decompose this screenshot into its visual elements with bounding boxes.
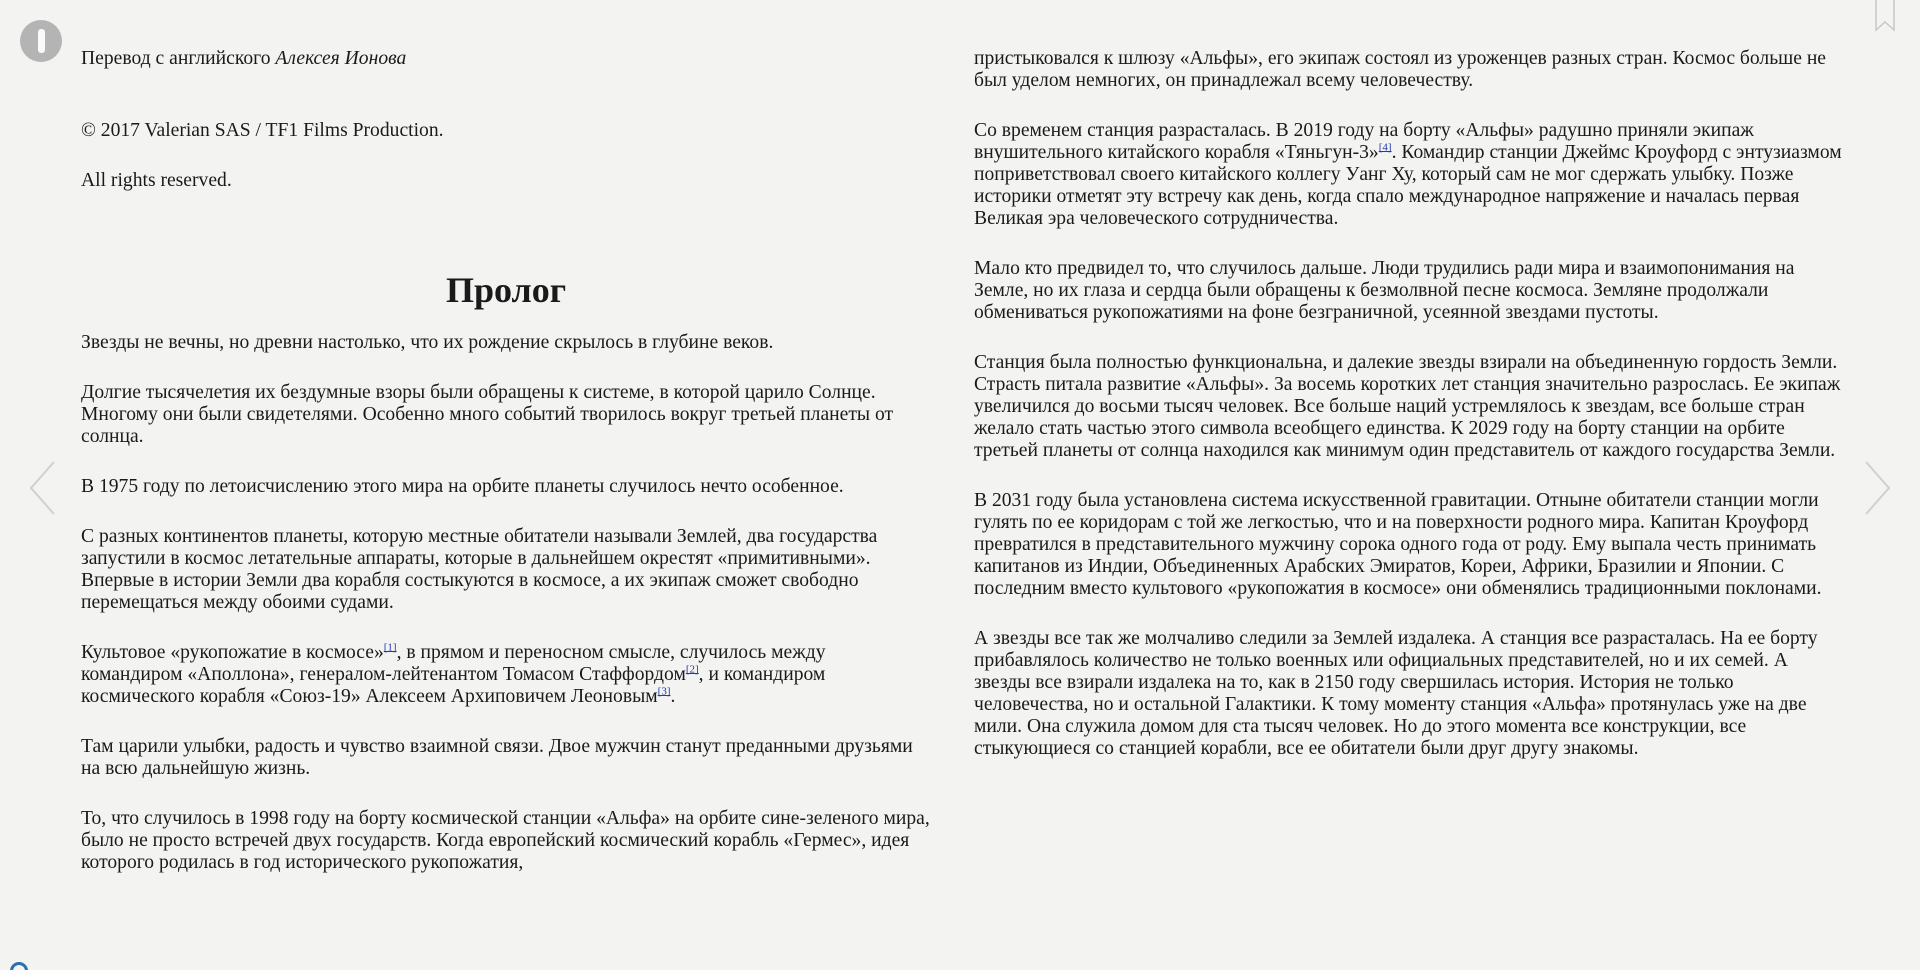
menu-circle-icon[interactable] [20, 20, 62, 62]
bookmark-icon[interactable] [1874, 0, 1896, 32]
status-indicator-icon [10, 962, 28, 970]
footnote-link-4[interactable]: [4] [1378, 141, 1392, 154]
paragraph-text: , и командиром космического корабля «Союз-19» Алексеем Архиповичем Леоновым [81, 664, 826, 707]
paragraph: В 1975 году по летоисчислению этого мира на орбите планеты случилось нечто особенное. [81, 476, 844, 497]
footnote-link-2[interactable]: [2] [685, 663, 699, 676]
paragraph-text: . [670, 686, 676, 707]
footnote-link-1[interactable]: [1] [383, 641, 397, 654]
paragraph [81, 642, 931, 708]
chevron-right-icon[interactable] [1862, 460, 1892, 516]
paragraph: В 2031 году была установлена система искусственной гравитации. Отныне обитатели станции могли гулять по ее коридорам с той же легкостью, что и на поверхности родного мира. Капитан Кроуфорд превратился в представительного мужчину сорока одного года от роду. Ему выпала честь принимать капитанов из Индии, Объединенных Арабских Эмиратов, Кореи, Африки, Бразилии и Японии. С последним вместо культового «рукопожатия в космосе» они обменялись традиционными поклонами. [974, 490, 1822, 599]
rights-line: All rights reserved. [81, 170, 232, 191]
copyright-line: © 2017 Valerian SAS / TF1 Films Production. [81, 120, 444, 141]
paragraph: А звезды все так же молчаливо следили за Землей издалека. А станция все разрасталась. На ее борту прибавлялось количество не только военных или официальных представителей, но и их семей. А звезды все взирали издалека на то, как в 2150 году свершилась история. История не только человечества, но и остальной Галактики. К тому моменту станция «Альфа» протянулась уже на две мили. Она служила домом для ста тысяч человек. Но до этого момента все конструкции, все стыкующиеся со станцией корабли, все ее обитатели были друг другу знакомы. [974, 628, 1818, 759]
chapter-title: Пролог [445, 270, 567, 310]
paragraph: То, что случилось в 1998 году на борту космической станции «Альфа» на орбите сине-зеленого мира, было не просто встречей двух государств. Когда европейский космический корабль «Гермес», идея которого родилась в год исторического рукопожатия, [81, 808, 930, 873]
right-page [974, 48, 1844, 788]
paragraph-text: Со временем станция разрасталась. В 2019 году на борту «Альфы» радушно приняли экипаж внушительного китайского корабля «Тяньгун-3» [974, 120, 1754, 163]
paragraph: Там царили улыбки, радость и чувство взаимной связи. Двое мужчин станут преданными друзьями на всю дальнейшую жизнь. [81, 736, 913, 779]
footnote-link-3[interactable]: [3] [657, 685, 671, 698]
paragraph-text: , в прямом и переносном смысле, случилось между командиром «Аполлона», генералом-лейтенантом Томасом Стаффордом [81, 642, 826, 685]
left-page [81, 48, 931, 902]
paragraph: Мало кто предвидел то, что случилось дальше. Люди трудились ради мира и взаимопонимания на Земле, но их глаза и сердца были обращены к безмолвной песне космоса. Земляне продолжали обмениваться рукопожатиями на фоне безграничной, усеянной звездами пустоты. [974, 258, 1795, 323]
paragraph: пристыковался к шлюзу «Альфы», его экипаж состоял из уроженцев разных стран. Космос больше не был уделом немногих, он принадлежал всему человечеству. [974, 48, 1827, 91]
chevron-left-icon[interactable] [28, 460, 58, 516]
paragraph: С разных континентов планеты, которую местные обитатели называли Землей, два государства запустили в космос летательные аппараты, которые в дальнейшем окрестят «примитивными». Впервые в истории Земли два корабля состыкуются в космосе, а их экипаж сможет свободно перемещаться между обоими судами. [81, 526, 878, 613]
paragraph [974, 120, 1844, 230]
paragraph: Долгие тысячелетия их бездумные взоры были обращены к системе, в которой царило Солнце. Многому они были свидетелями. Особенно много событий творилось вокруг третьей планеты от солнца. [81, 382, 894, 447]
menu-bar-glyph [38, 29, 45, 53]
paragraph: Звезды не вечны, но древни настолько, что их рождение скрылось в глубине веков. [81, 332, 774, 353]
paragraph-text: . Командир станции Джеймс Кроуфорд с энтузиазмом поприветствовал своего китайского коллегу Уанг Ху, который сам не мог сдержать улыбку. Позже историки отметят эту встречу как день, когда спало международное напряжение и началась первая Великая эра человеческого сотрудничества. [974, 142, 1842, 229]
translator-name: Алексея Ионова [275, 48, 407, 69]
translator-prefix: Перевод с английского [81, 48, 276, 69]
paragraph-text: Культовое «рукопожатие в космосе» [81, 642, 384, 663]
paragraph: Станция была полностью функциональна, и далекие звезды взирали на объединенную гордость Земли. Страсть питала развитие «Альфы». За восемь коротких лет станция значительно разрослась. Ее экипаж увеличился до восьми тысяч человек. Все больше наций устремлялось к звездам, все больше стран желало стать частью этого символа всеобщего единства. К 2029 году на борту станции на орбите третьей планеты от солнца находился как минимум один представитель от каждого государства Земли. [974, 352, 1841, 461]
translator-credit [81, 48, 931, 70]
